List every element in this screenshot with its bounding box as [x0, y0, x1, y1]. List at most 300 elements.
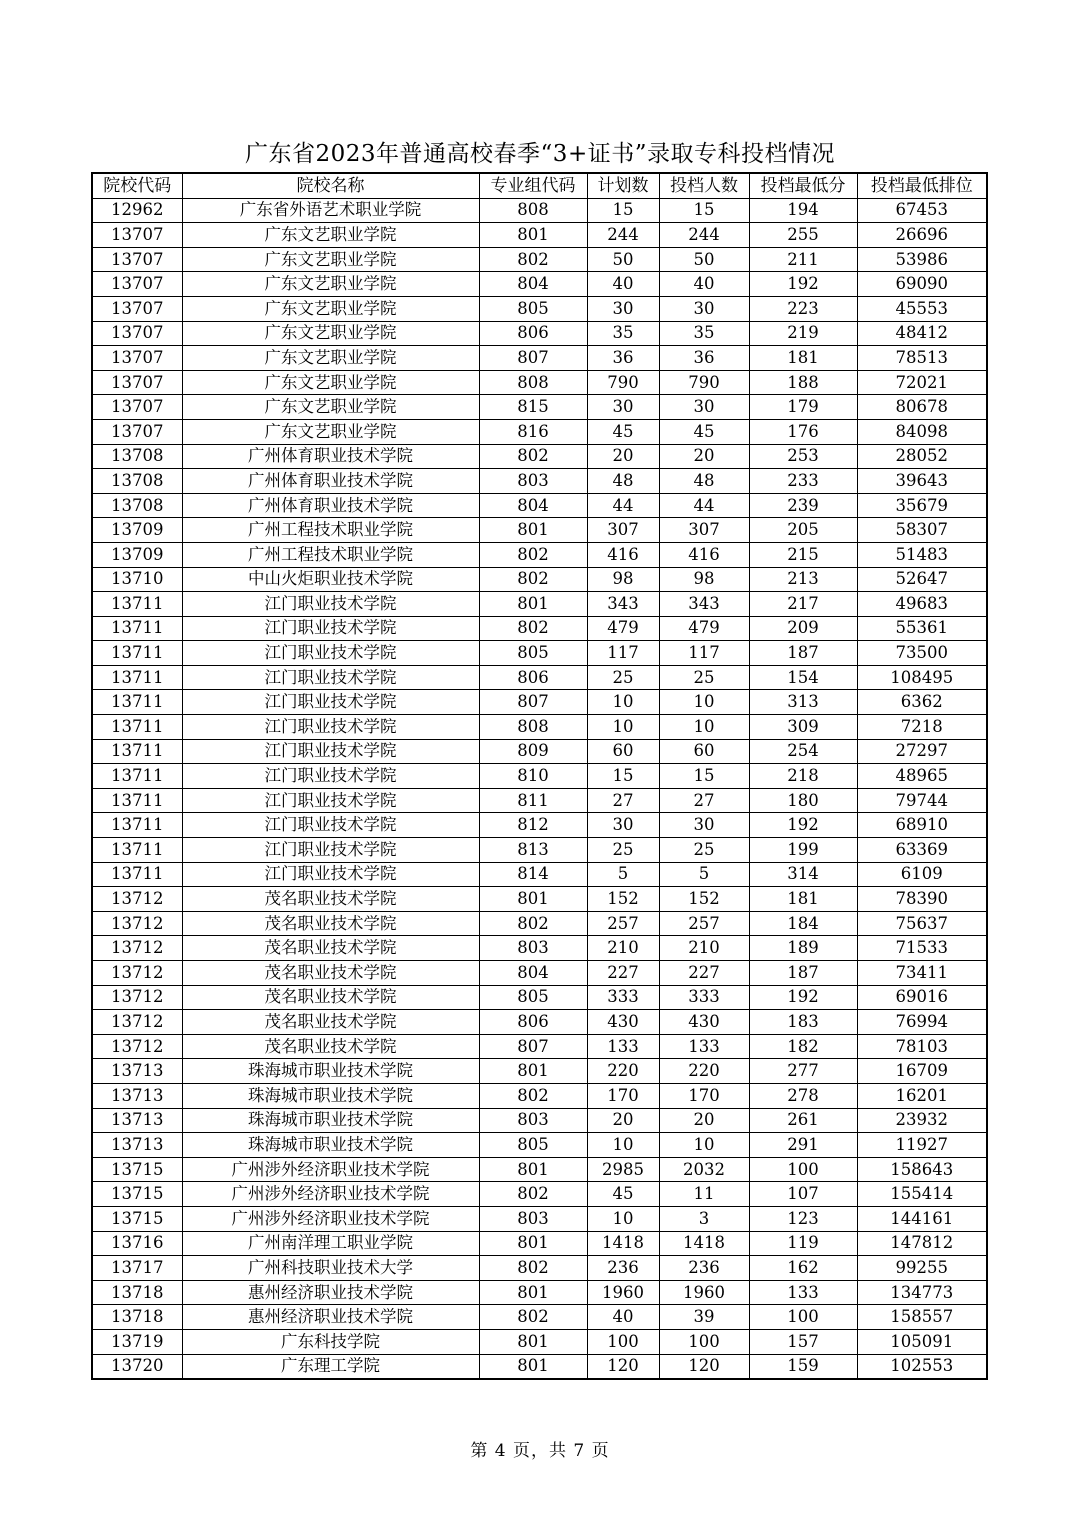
- school-name-cell: 江门职业技术学院: [182, 715, 479, 740]
- group-code-cell: 814: [479, 862, 587, 887]
- group-code-cell: 808: [479, 370, 587, 395]
- admitted-count-cell: 39: [659, 1305, 749, 1330]
- group-code-cell: 801: [479, 1059, 587, 1084]
- school-code-cell: 13713: [92, 1133, 182, 1158]
- table-row: [92, 911, 987, 936]
- admitted-count-cell: 98: [659, 567, 749, 592]
- min-rank-cell: 72021: [857, 370, 987, 395]
- admitted-count-cell: 120: [659, 1354, 749, 1379]
- group-code-cell: 802: [479, 1083, 587, 1108]
- min-rank-cell: 6362: [857, 690, 987, 715]
- school-name-cell: 广东文艺职业学院: [182, 247, 479, 272]
- school-code-cell: 13708: [92, 444, 182, 469]
- min-rank-cell: 108495: [857, 665, 987, 690]
- min-score-cell: 314: [749, 862, 857, 887]
- table-row: [92, 838, 987, 863]
- min-score-cell: 180: [749, 788, 857, 813]
- school-code-cell: 13717: [92, 1256, 182, 1281]
- plan-count-cell: 20: [587, 444, 659, 469]
- group-code-cell: 802: [479, 567, 587, 592]
- admitted-count-cell: 36: [659, 346, 749, 371]
- min-score-cell: 277: [749, 1059, 857, 1084]
- school-name-cell: 广东文艺职业学院: [182, 370, 479, 395]
- table-row: [92, 1206, 987, 1231]
- table-row: [92, 788, 987, 813]
- admitted-count-cell: 27: [659, 788, 749, 813]
- min-score-cell: 184: [749, 911, 857, 936]
- school-code-cell: 13713: [92, 1108, 182, 1133]
- group-code-cell: 802: [479, 1182, 587, 1207]
- school-code-cell: 13707: [92, 321, 182, 346]
- min-rank-cell: 48412: [857, 321, 987, 346]
- admitted-count-cell: 44: [659, 493, 749, 518]
- min-score-cell: 181: [749, 887, 857, 912]
- table-row: [92, 715, 987, 740]
- school-name-cell: 广东省外语艺术职业学院: [182, 198, 479, 223]
- group-code-cell: 807: [479, 690, 587, 715]
- school-code-cell: 13712: [92, 911, 182, 936]
- table-row: [92, 592, 987, 617]
- min-score-cell: 181: [749, 346, 857, 371]
- school-name-cell: 茂名职业技术学院: [182, 1010, 479, 1035]
- min-rank-cell: 28052: [857, 444, 987, 469]
- min-score-cell: 182: [749, 1034, 857, 1059]
- school-name-cell: 江门职业技术学院: [182, 665, 479, 690]
- plan-count-cell: 117: [587, 641, 659, 666]
- plan-count-cell: 100: [587, 1329, 659, 1354]
- group-code-cell: 805: [479, 641, 587, 666]
- min-score-cell: 179: [749, 395, 857, 420]
- admitted-count-cell: 20: [659, 1108, 749, 1133]
- min-rank-cell: 69090: [857, 272, 987, 297]
- group-code-cell: 812: [479, 813, 587, 838]
- plan-count-cell: 257: [587, 911, 659, 936]
- plan-count-cell: 333: [587, 985, 659, 1010]
- min-score-cell: 278: [749, 1083, 857, 1108]
- min-score-cell: 261: [749, 1108, 857, 1133]
- school-code-cell: 13716: [92, 1231, 182, 1256]
- plan-count-cell: 30: [587, 296, 659, 321]
- min-rank-cell: 67453: [857, 198, 987, 223]
- group-code-cell: 801: [479, 1280, 587, 1305]
- school-name-cell: 江门职业技术学院: [182, 813, 479, 838]
- school-code-cell: 13713: [92, 1059, 182, 1084]
- school-name-cell: 茂名职业技术学院: [182, 887, 479, 912]
- min-score-cell: 239: [749, 493, 857, 518]
- admitted-count-cell: 220: [659, 1059, 749, 1084]
- school-name-cell: 江门职业技术学院: [182, 739, 479, 764]
- school-name-cell: 广东科技学院: [182, 1329, 479, 1354]
- school-name-cell: 广州体育职业技术学院: [182, 469, 479, 494]
- plan-count-cell: 236: [587, 1256, 659, 1281]
- plan-count-cell: 10: [587, 1133, 659, 1158]
- admitted-count-cell: 343: [659, 592, 749, 617]
- school-code-cell: 13711: [92, 739, 182, 764]
- school-code-cell: 13720: [92, 1354, 182, 1379]
- plan-count-cell: 30: [587, 813, 659, 838]
- table-row: [92, 1010, 987, 1035]
- school-code-cell: 13712: [92, 1034, 182, 1059]
- school-code-cell: 13711: [92, 641, 182, 666]
- school-code-cell: 13708: [92, 469, 182, 494]
- min-rank-cell: 45553: [857, 296, 987, 321]
- group-code-cell: 813: [479, 838, 587, 863]
- school-code-cell: 13711: [92, 862, 182, 887]
- plan-count-cell: 98: [587, 567, 659, 592]
- plan-count-cell: 5: [587, 862, 659, 887]
- plan-count-cell: 60: [587, 739, 659, 764]
- school-code-cell: 13707: [92, 296, 182, 321]
- group-code-cell: 806: [479, 665, 587, 690]
- min-rank-cell: 16201: [857, 1083, 987, 1108]
- school-code-cell: 13713: [92, 1083, 182, 1108]
- admitted-count-cell: 2032: [659, 1157, 749, 1182]
- plan-count-cell: 25: [587, 838, 659, 863]
- plan-count-cell: 35: [587, 321, 659, 346]
- group-code-cell: 803: [479, 469, 587, 494]
- group-code-cell: 802: [479, 1305, 587, 1330]
- school-code-cell: 13707: [92, 272, 182, 297]
- table-row: [92, 469, 987, 494]
- group-code-cell: 802: [479, 911, 587, 936]
- plan-count-cell: 1418: [587, 1231, 659, 1256]
- plan-count-cell: 15: [587, 198, 659, 223]
- table-row: [92, 1354, 987, 1379]
- admitted-count-cell: 30: [659, 296, 749, 321]
- min-score-cell: 133: [749, 1280, 857, 1305]
- admitted-count-cell: 416: [659, 542, 749, 567]
- table-row: [92, 936, 987, 961]
- min-score-cell: 194: [749, 198, 857, 223]
- min-rank-cell: 39643: [857, 469, 987, 494]
- group-code-cell: 802: [479, 1256, 587, 1281]
- school-code-cell: 13711: [92, 715, 182, 740]
- table-row: [92, 1231, 987, 1256]
- school-code-cell: 13707: [92, 247, 182, 272]
- min-score-cell: 189: [749, 936, 857, 961]
- min-rank-cell: 155414: [857, 1182, 987, 1207]
- table-row: [92, 665, 987, 690]
- table-row: [92, 985, 987, 1010]
- plan-count-cell: 27: [587, 788, 659, 813]
- plan-count-cell: 244: [587, 223, 659, 248]
- min-score-cell: 100: [749, 1157, 857, 1182]
- table-row: [92, 1083, 987, 1108]
- school-code-cell: 13718: [92, 1305, 182, 1330]
- table-row: [92, 1329, 987, 1354]
- min-score-cell: 254: [749, 739, 857, 764]
- school-code-cell: 13710: [92, 567, 182, 592]
- table-row: [92, 370, 987, 395]
- admitted-count-cell: 100: [659, 1329, 749, 1354]
- table-row: [92, 567, 987, 592]
- table-row: [92, 223, 987, 248]
- group-code-cell: 802: [479, 247, 587, 272]
- min-rank-cell: 71533: [857, 936, 987, 961]
- school-code-cell: 13707: [92, 346, 182, 371]
- admitted-count-cell: 45: [659, 419, 749, 444]
- table-row: [92, 961, 987, 986]
- min-score-cell: 209: [749, 616, 857, 641]
- col-header-plan-count: 计划数: [587, 173, 659, 198]
- admitted-count-cell: 40: [659, 272, 749, 297]
- admitted-count-cell: 430: [659, 1010, 749, 1035]
- table-row: [92, 444, 987, 469]
- min-score-cell: 188: [749, 370, 857, 395]
- min-rank-cell: 84098: [857, 419, 987, 444]
- table-row: [92, 641, 987, 666]
- page-footer: 第 4 页，共 7 页: [470, 1441, 610, 1461]
- school-code-cell: 13712: [92, 936, 182, 961]
- school-name-cell: 珠海城市职业技术学院: [182, 1083, 479, 1108]
- admitted-count-cell: 60: [659, 739, 749, 764]
- school-name-cell: 江门职业技术学院: [182, 862, 479, 887]
- group-code-cell: 806: [479, 1010, 587, 1035]
- group-code-cell: 808: [479, 198, 587, 223]
- school-name-cell: 广州工程技术职业学院: [182, 518, 479, 543]
- admitted-count-cell: 227: [659, 961, 749, 986]
- min-rank-cell: 158557: [857, 1305, 987, 1330]
- group-code-cell: 801: [479, 1231, 587, 1256]
- min-rank-cell: 78103: [857, 1034, 987, 1059]
- header-row: [92, 173, 987, 198]
- group-code-cell: 802: [479, 444, 587, 469]
- min-rank-cell: 105091: [857, 1329, 987, 1354]
- school-name-cell: 珠海城市职业技术学院: [182, 1108, 479, 1133]
- admitted-count-cell: 5: [659, 862, 749, 887]
- school-code-cell: 13715: [92, 1206, 182, 1231]
- table-row: [92, 1108, 987, 1133]
- school-code-cell: 13718: [92, 1280, 182, 1305]
- min-rank-cell: 51483: [857, 542, 987, 567]
- table-row: [92, 764, 987, 789]
- plan-count-cell: 227: [587, 961, 659, 986]
- table-row: [92, 1157, 987, 1182]
- min-rank-cell: 63369: [857, 838, 987, 863]
- min-score-cell: 187: [749, 961, 857, 986]
- min-rank-cell: 7218: [857, 715, 987, 740]
- min-score-cell: 154: [749, 665, 857, 690]
- plan-count-cell: 416: [587, 542, 659, 567]
- min-score-cell: 199: [749, 838, 857, 863]
- school-name-cell: 茂名职业技术学院: [182, 985, 479, 1010]
- table-row: [92, 616, 987, 641]
- school-code-cell: 13707: [92, 223, 182, 248]
- plan-count-cell: 1960: [587, 1280, 659, 1305]
- plan-count-cell: 20: [587, 1108, 659, 1133]
- school-name-cell: 江门职业技术学院: [182, 788, 479, 813]
- admitted-count-cell: 170: [659, 1083, 749, 1108]
- plan-count-cell: 15: [587, 764, 659, 789]
- min-rank-cell: 58307: [857, 518, 987, 543]
- school-code-cell: 13715: [92, 1157, 182, 1182]
- min-rank-cell: 79744: [857, 788, 987, 813]
- group-code-cell: 816: [479, 419, 587, 444]
- admitted-count-cell: 152: [659, 887, 749, 912]
- school-name-cell: 中山火炬职业技术学院: [182, 567, 479, 592]
- min-rank-cell: 75637: [857, 911, 987, 936]
- school-code-cell: 13719: [92, 1329, 182, 1354]
- min-rank-cell: 147812: [857, 1231, 987, 1256]
- school-name-cell: 广东理工学院: [182, 1354, 479, 1379]
- school-name-cell: 广州体育职业技术学院: [182, 444, 479, 469]
- min-score-cell: 309: [749, 715, 857, 740]
- group-code-cell: 809: [479, 739, 587, 764]
- col-header-admitted-count: 投档人数: [659, 173, 749, 198]
- group-code-cell: 805: [479, 985, 587, 1010]
- min-rank-cell: 99255: [857, 1256, 987, 1281]
- plan-count-cell: 430: [587, 1010, 659, 1035]
- group-code-cell: 808: [479, 715, 587, 740]
- plan-count-cell: 50: [587, 247, 659, 272]
- group-code-cell: 803: [479, 1108, 587, 1133]
- school-name-cell: 江门职业技术学院: [182, 690, 479, 715]
- admitted-count-cell: 50: [659, 247, 749, 272]
- col-header-min-score: 投档最低分: [749, 173, 857, 198]
- min-score-cell: 213: [749, 567, 857, 592]
- plan-count-cell: 120: [587, 1354, 659, 1379]
- min-score-cell: 187: [749, 641, 857, 666]
- school-name-cell: 江门职业技术学院: [182, 764, 479, 789]
- school-name-cell: 惠州经济职业技术学院: [182, 1305, 479, 1330]
- min-rank-cell: 144161: [857, 1206, 987, 1231]
- min-score-cell: 253: [749, 444, 857, 469]
- school-code-cell: 13712: [92, 961, 182, 986]
- min-rank-cell: 80678: [857, 395, 987, 420]
- plan-count-cell: 25: [587, 665, 659, 690]
- min-score-cell: 313: [749, 690, 857, 715]
- school-name-cell: 广东文艺职业学院: [182, 272, 479, 297]
- table-row: [92, 493, 987, 518]
- school-code-cell: 12962: [92, 198, 182, 223]
- school-code-cell: 13707: [92, 419, 182, 444]
- group-code-cell: 807: [479, 346, 587, 371]
- admitted-count-cell: 15: [659, 198, 749, 223]
- school-name-cell: 江门职业技术学院: [182, 641, 479, 666]
- min-rank-cell: 35679: [857, 493, 987, 518]
- min-rank-cell: 11927: [857, 1133, 987, 1158]
- school-name-cell: 广州工程技术职业学院: [182, 542, 479, 567]
- school-code-cell: 13715: [92, 1182, 182, 1207]
- min-score-cell: 100: [749, 1305, 857, 1330]
- min-rank-cell: 76994: [857, 1010, 987, 1035]
- plan-count-cell: 45: [587, 1182, 659, 1207]
- min-score-cell: 211: [749, 247, 857, 272]
- min-rank-cell: 16709: [857, 1059, 987, 1084]
- plan-count-cell: 10: [587, 715, 659, 740]
- min-score-cell: 223: [749, 296, 857, 321]
- school-name-cell: 广东文艺职业学院: [182, 223, 479, 248]
- group-code-cell: 804: [479, 493, 587, 518]
- admitted-count-cell: 48: [659, 469, 749, 494]
- min-score-cell: 123: [749, 1206, 857, 1231]
- min-score-cell: 291: [749, 1133, 857, 1158]
- school-name-cell: 珠海城市职业技术学院: [182, 1133, 479, 1158]
- school-code-cell: 13708: [92, 493, 182, 518]
- group-code-cell: 815: [479, 395, 587, 420]
- school-name-cell: 广州涉外经济职业技术学院: [182, 1206, 479, 1231]
- min-score-cell: 119: [749, 1231, 857, 1256]
- school-name-cell: 江门职业技术学院: [182, 838, 479, 863]
- group-code-cell: 801: [479, 223, 587, 248]
- school-name-cell: 珠海城市职业技术学院: [182, 1059, 479, 1084]
- admitted-count-cell: 790: [659, 370, 749, 395]
- admission-table: [91, 172, 988, 1380]
- school-code-cell: 13711: [92, 665, 182, 690]
- plan-count-cell: 40: [587, 272, 659, 297]
- min-rank-cell: 26696: [857, 223, 987, 248]
- school-name-cell: 茂名职业技术学院: [182, 961, 479, 986]
- school-name-cell: 广州南洋理工职业学院: [182, 1231, 479, 1256]
- school-code-cell: 13711: [92, 592, 182, 617]
- group-code-cell: 804: [479, 961, 587, 986]
- table-row: [92, 739, 987, 764]
- school-name-cell: 广州涉外经济职业技术学院: [182, 1157, 479, 1182]
- school-code-cell: 13707: [92, 395, 182, 420]
- school-name-cell: 广东文艺职业学院: [182, 296, 479, 321]
- admitted-count-cell: 479: [659, 616, 749, 641]
- min-rank-cell: 78513: [857, 346, 987, 371]
- plan-count-cell: 36: [587, 346, 659, 371]
- col-header-school-name: 院校名称: [182, 173, 479, 198]
- table-row: [92, 690, 987, 715]
- school-name-cell: 广州体育职业技术学院: [182, 493, 479, 518]
- table-row: [92, 296, 987, 321]
- school-code-cell: 13709: [92, 542, 182, 567]
- admitted-count-cell: 30: [659, 395, 749, 420]
- min-rank-cell: 68910: [857, 813, 987, 838]
- page-title: 广东省2023年普通高校春季“3+证书”录取专科投档情况: [245, 141, 835, 167]
- min-score-cell: 233: [749, 469, 857, 494]
- school-name-cell: 广东文艺职业学院: [182, 346, 479, 371]
- admitted-count-cell: 25: [659, 838, 749, 863]
- plan-count-cell: 2985: [587, 1157, 659, 1182]
- table-row: [92, 1280, 987, 1305]
- plan-count-cell: 30: [587, 395, 659, 420]
- min-rank-cell: 73500: [857, 641, 987, 666]
- min-score-cell: 192: [749, 272, 857, 297]
- min-score-cell: 205: [749, 518, 857, 543]
- col-header-school-code: 院校代码: [92, 173, 182, 198]
- group-code-cell: 801: [479, 592, 587, 617]
- school-name-cell: 广州科技职业技术大学: [182, 1256, 479, 1281]
- school-code-cell: 13707: [92, 370, 182, 395]
- table-row: [92, 1133, 987, 1158]
- group-code-cell: 803: [479, 936, 587, 961]
- group-code-cell: 802: [479, 542, 587, 567]
- plan-count-cell: 343: [587, 592, 659, 617]
- group-code-cell: 804: [479, 272, 587, 297]
- school-code-cell: 13711: [92, 788, 182, 813]
- table-row: [92, 346, 987, 371]
- min-rank-cell: 102553: [857, 1354, 987, 1379]
- school-name-cell: 广东文艺职业学院: [182, 395, 479, 420]
- school-code-cell: 13712: [92, 1010, 182, 1035]
- plan-count-cell: 133: [587, 1034, 659, 1059]
- min-rank-cell: 78390: [857, 887, 987, 912]
- table-row: [92, 1256, 987, 1281]
- group-code-cell: 801: [479, 1157, 587, 1182]
- table-row: [92, 542, 987, 567]
- plan-count-cell: 10: [587, 690, 659, 715]
- table-row: [92, 813, 987, 838]
- admitted-count-cell: 333: [659, 985, 749, 1010]
- school-name-cell: 广东文艺职业学院: [182, 321, 479, 346]
- table-row: [92, 1034, 987, 1059]
- admitted-count-cell: 210: [659, 936, 749, 961]
- group-code-cell: 807: [479, 1034, 587, 1059]
- table-row: [92, 1182, 987, 1207]
